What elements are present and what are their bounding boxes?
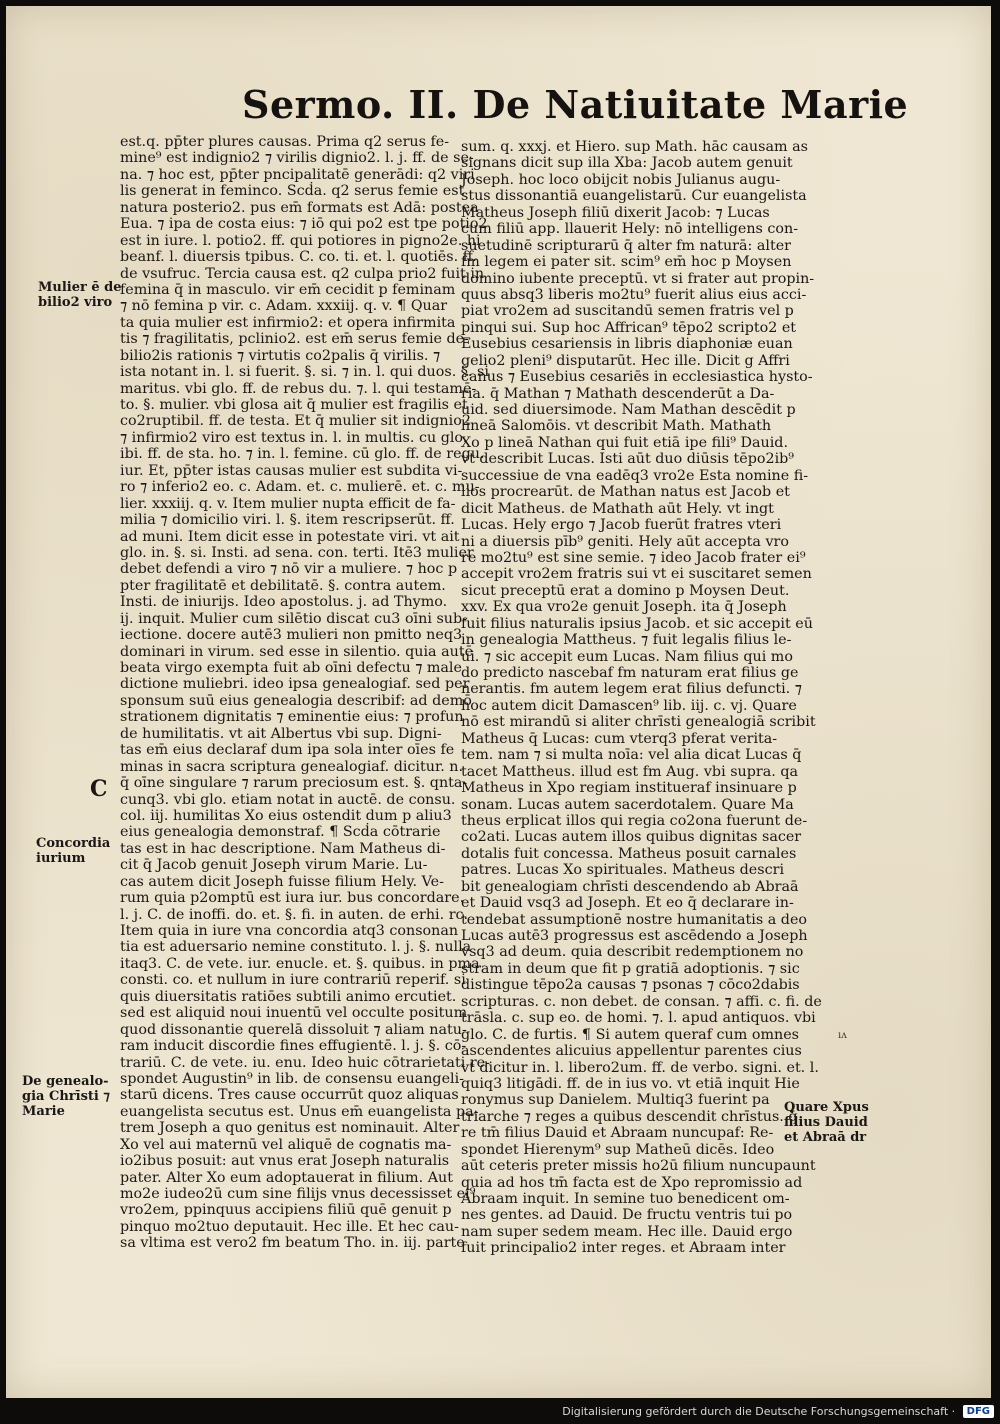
text-line: fuit filius naturalis ipsius Jacob. et sic accepit eū <box>461 615 813 632</box>
text-line: pter fragilitatē et debilitatē. §. contra autem. <box>120 577 446 594</box>
text-line: dicit Matheus. de Mathath aūt Hely. vt ingt <box>461 500 774 517</box>
text-line: minas in sacra scriptura genealogiaf. dicitur. n. <box>120 758 464 775</box>
text-line: iur. Et, pp̄ter istas causas mulier est subdita vi- <box>120 462 463 479</box>
text-line: ta quia mulier est infirmio2: et opera infirmita <box>120 314 456 331</box>
text-line: Xo p lineā Nathan qui fuit etiā ipe fili⁹ Dauid. <box>461 434 789 451</box>
text-line: ij. inquit. Mulier cum silētio discat cu3 oīni sub- <box>120 610 467 627</box>
text-line: theus erplicat illos qui regia co2ona fuerunt de- <box>461 812 808 829</box>
text-line: cit q̄ Jacob genuit Joseph virum Marie. Lu- <box>120 857 428 874</box>
text-line: trem Joseph a quo genitus est nominauit. Alter <box>120 1120 460 1137</box>
text-line: Abraam inquit. In semine tuo benedicent om- <box>461 1191 790 1207</box>
text-line: femina q̄ in masculo. vir em̄ cecidit p feminam <box>120 281 456 298</box>
text-line: uid. sed diuersimode. Nam Mathan descēdit p <box>461 402 796 418</box>
text-line: quus absq3 liberis mo2tu⁹ fuerit alius eius acci- <box>461 286 807 303</box>
margin-note-line: Quare Xpus <box>784 1100 869 1115</box>
text-line: Lucas. Hely ergo ⁊ Jacob fuerūt fratres vteri <box>461 517 782 534</box>
text-line: re tm̄ filius Dauid et Abraam nuncupaf: Re- <box>461 1125 774 1142</box>
text-line: signans dicit sup illa Xba: Jacob autem genuit <box>461 155 793 172</box>
text-line: fuit principalio2 inter reges. et Abraam inter <box>461 1240 786 1257</box>
text-line: sed est aliquid noui inuentū vel occulte positum <box>120 1005 468 1022</box>
text-line: lis generat in feminco. Scḋa. q2 serus femie est <box>120 183 465 200</box>
text-line: beanf. l. diuersis tpibus. C. co. ti. et. l. quotiēs. ff. <box>120 249 477 266</box>
text-line: de vsufruc. Tercia causa est. q2 culpa prio2 fuit in <box>120 265 485 282</box>
stray-mark: ıᴧ <box>838 1030 847 1041</box>
text-line: tia est aduersario nemine constituto. l. j. §. nulla <box>120 939 472 956</box>
text-line: ram inducit discordie fines effugientē. l. j. §. cō- <box>120 1038 467 1055</box>
text-line: sa vltima est vero2 fm beatum Tho. in. iij. parte <box>120 1235 465 1252</box>
page-header: Sermo. II. De Natiuitate Marie <box>242 82 909 127</box>
margin-note-mulier <box>38 280 122 310</box>
text-line: ro ⁊ inferio2 eo. c. Adam. et. c. mulierē. et. c. mu- <box>120 479 480 496</box>
text-line: milia ⁊ domicilio viri. l. §. item rescripserūt. ff. <box>120 512 455 529</box>
text-line: ad muni. Item dicit esse in potestate viri. vt ait <box>120 528 460 545</box>
text-line: Joseph. hoc loco obijcit nobis Julianus augu- <box>461 171 781 188</box>
text-line: dictione muliebri. ideo ipsa genealogiaf. sed per <box>120 676 470 693</box>
text-line: lios procrearūt. de Mathan natus est Jacob et <box>461 484 790 501</box>
text-line: l. j. C. de inoffi. do. et. §. fi. in auten. de erhi. rc. <box>120 906 469 923</box>
margin-note-line: Mulier ē de <box>38 280 122 295</box>
text-line: beata virgo exempta fuit ab oīni defectu ⁊ male <box>120 660 462 676</box>
text-line: accepit vro2em fratris sui vt ei suscitaret semen <box>461 566 812 583</box>
text-line: dominari in virum. sed esse in silentio. quia autē <box>120 643 474 660</box>
text-line: strationem dignitatis ⁊ eminentie eius: ⁊ profun <box>120 709 464 726</box>
text-line: stus dissonantiā euangelistarū. Cur euangelista <box>461 188 807 205</box>
text-line: to. §. mulier. vbi glosa ait q̄ mulier est fragilis et <box>120 397 468 413</box>
margin-note-concordia <box>36 836 110 866</box>
manuscript-page <box>6 6 991 1398</box>
text-line: scripturas. c. non debet. de consan. ⁊ affi. c. fi. de <box>461 993 822 1010</box>
text-line: io2ibus posuit: aut vnus erat Joseph naturalis <box>120 1153 450 1170</box>
text-line: in genealogia Mattheus. ⁊ fuit legalis filius le- <box>461 632 792 649</box>
text-line: co2ati. Lucas autem illos quibus dignitas sacer <box>461 829 802 846</box>
text-line: ni a diuersis pīb⁹ geniti. Hely aūt accepta vro <box>461 533 789 550</box>
text-line: tacet Mattheus. illud est fm Aug. vbi supra. qa <box>461 763 799 780</box>
text-line: itaq3. C. de vete. iur. enucle. et. §. quibus. in pma <box>120 955 480 972</box>
text-line: fm legem ei pater sit. scim⁹ em̄ hoc p Moysen <box>461 254 792 271</box>
text-line: tas est in hac descriptione. Nam Matheus di- <box>120 840 446 857</box>
text-line: dotalis fuit concessa. Matheus posuit carnales <box>461 845 797 862</box>
text-line: col. iij. humilitas Xo eius ostendit dum p aliu3 <box>120 807 452 824</box>
text-line: ria. q̄ Mathan ⁊ Mathath descenderūt a Da- <box>461 385 775 402</box>
text-line: hoc autem dicit Damascen⁹ lib. iij. c. vj. Quare <box>461 697 797 714</box>
text-line: na. ⁊ hoc est, pp̄ter pncipalitatē generādi: q2 viri <box>120 166 475 183</box>
text-line: successiue de vna eadēq3 vro2e Esta nomine fi- <box>461 467 809 484</box>
text-line: glo. C. de furtis. ¶ Si autem queraf cum omnes <box>461 1026 800 1043</box>
margin-note-line: bilio2 viro <box>38 295 113 310</box>
text-line: Eusebius cesariensis in libris diaphoniæ euan <box>461 336 793 353</box>
text-line: quia ad hos tm̄ facta est de Xpo repromissio ad <box>461 1174 803 1191</box>
text-line: lier. xxxiij. q. v. Item mulier nupta efficit de fa- <box>120 495 456 512</box>
text-line: ascendentes alicuius appellentur parentes cius <box>461 1043 802 1060</box>
text-line: quis diuersitatis ratiōes subtili animo ercutiet. <box>120 988 457 1005</box>
text-line: Matheus in Xpo regiam institueraf insinuare p <box>461 780 797 797</box>
text-line: triarche ⁊ reges a quibus descendit chrīstus. q̄ <box>461 1108 798 1125</box>
text-line: do predicto nascebaf fm naturam erat filius ge <box>461 665 799 681</box>
text-line: ⁊ nō femina p vir. c. Adam. xxxiij. q. v. ¶ Quar <box>120 298 448 315</box>
text-line: co2ruptibil. ff. de testa. Et q̄ mulier sit indignio2 <box>120 413 471 430</box>
text-line: re mo2tu⁹ est sine semie. ⁊ ideo Jacob frater ei⁹ <box>461 549 806 566</box>
text-line: ibi. ff. de sta. ho. ⁊ in. l. femine. cū glo. ff. de regu. <box>120 446 485 463</box>
text-line: canus ⁊ Eusebius cesariēs in ecclesiastica hysto- <box>461 369 813 386</box>
text-line: sonam. Lucas autem sacerdotalem. Quare Ma <box>461 796 794 813</box>
text-line: nam super sedem meam. Hec ille. Dauid ergo <box>461 1223 793 1240</box>
text-line: tendebat assumptionē nostre humanitatis a deo <box>461 911 808 928</box>
text-line: est.q. pp̄ter plures causas. Prima q2 serus fe- <box>120 134 450 150</box>
left-text-column <box>120 134 490 1258</box>
text-line: Eua. ⁊ ipa de costa eius: ⁊ iō qui po2 est tpe potio2 <box>120 216 488 233</box>
dfg-logo: DFG <box>963 1405 994 1418</box>
text-line: patres. Lucas Xo spirituales. Matheus descri <box>461 862 785 879</box>
text-line: eius genealogia demonstraf. ¶ Scḋa cōtrarie <box>120 824 441 841</box>
right-text-column <box>461 139 822 1258</box>
margin-note-quare <box>784 1100 869 1145</box>
text-line: starū dicens. Tres cause occurrūt quoz aliquas <box>120 1087 459 1104</box>
text-line: sum. q. xxxj. et Hiero. sup Math. hāc causam as <box>461 139 808 155</box>
text-line: tas em̄ eius declaraf dum ipa sola inter oīes fe <box>120 742 455 759</box>
margin-note-line: et Abraā dr <box>784 1130 867 1145</box>
text-line: suetudinē scripturarū q̄ alter fm naturā: alter <box>461 237 792 254</box>
text-line: distingue tēpo2a causas ⁊ psonas ⁊ cōco2dabis <box>461 977 800 994</box>
text-line: trariū. C. de vete. iu. enu. Ideo huic cōtrarietati re- <box>120 1054 490 1071</box>
text-line: de humilitatis. vt ait Albertus vbi sup. Digni- <box>120 725 442 742</box>
text-line: piat vro2em ad suscitandū semen fratris vel p <box>461 303 794 320</box>
margin-note-line: C <box>90 776 108 802</box>
text-line: aūt ceteris preter missis ho2ū filium nuncupaunt <box>461 1158 816 1175</box>
margin-note-genealogia <box>22 1074 110 1119</box>
text-line: mo2e iudeo2ū cum sine filijs vnus decessisset ei⁹ <box>120 1186 476 1202</box>
text-line: est in iure. l. potio2. ff. qui potiores in pigno2e. hi <box>120 232 481 249</box>
text-line: cunq3. vbi glo. etiam notat in auctē. de consu. <box>120 791 456 808</box>
text-line: Insti. de iniurijs. Ideo apostolus. j. ad Thymo. <box>120 594 448 611</box>
text-line: vt dicitur in. l. libero2um. ff. de verbo. signi. et. l. <box>461 1059 819 1076</box>
text-line: Xo vel aui maternū vel aliquē de cognatis ma- <box>120 1136 452 1153</box>
margin-note-line: iurium <box>36 851 86 866</box>
text-line: vro2em, ppinquus accipiens filiū quē genuit p <box>120 1202 452 1219</box>
margin-mark-c <box>90 776 108 802</box>
text-line: ⁊ infirmio2 viro est textus in. l. in multis. cu glo. <box>120 429 468 446</box>
margin-note-line: gia Chrīsti ⁊ <box>22 1089 110 1104</box>
text-line: ronymus sup Danielem. Multiq3 fuerint pa <box>461 1092 770 1109</box>
text-line: et Dauid vsq3 ad Joseph. Et eo q̄ declarare in- <box>461 895 794 912</box>
text-line: nō est mirandū si aliter chrīsti genealogiā scribit <box>461 714 816 731</box>
text-line: lineā Salomōis. vt describit Math. Mathath <box>461 418 772 435</box>
text-line: debet defendi a viro ⁊ nō vir a muliere. ⁊ hoc p <box>120 561 458 578</box>
text-line: vsq3 ad deum. quia describit redemptionem no <box>461 944 804 961</box>
text-line: pinqui sui. Sup hoc Affrican⁹ tēpo2 scripto2 et <box>461 319 797 336</box>
text-line: ista notant in. l. si fuerit. §. si. ⁊ in. l. qui duos. §. si <box>120 364 489 381</box>
text-line: tem. nam ⁊ si multa noīa: vel alia dicat Lucas q̄ <box>461 747 802 764</box>
text-line: vt describit Lucas. Isti aūt duo diūsis tēpo2ib⁹ <box>461 451 795 468</box>
text-line: euangelista secutus est. Unus em̄ euangelista pa- <box>120 1103 479 1120</box>
text-line: gelio2 pleni⁹ disputarūt. Hec ille. Dicit g Affri <box>461 352 790 369</box>
text-line: spondet Augustin⁹ in lib. de consensu euangeli- <box>120 1070 465 1087</box>
text-line: bit genealogiam chrīsti descendendo ab Abraā <box>461 878 799 895</box>
margin-note-line: filius Dauid <box>784 1115 868 1130</box>
text-line: quiq3 litigādi. ff. de in ius vo. vt etiā inquit Hie <box>461 1075 800 1092</box>
text-line: bilio2is rationis ⁊ virtutis co2palis q̄ virilis. ⁊ <box>120 347 441 364</box>
text-line: quod dissonantie querelā dissoluit ⁊ aliam natu- <box>120 1021 467 1038</box>
text-line: stram in deum que fit p gratiā adoptionis. ⁊ sic <box>461 960 800 977</box>
text-line: rum quia p2omptū est iura iur. bus concordare. <box>120 890 465 907</box>
text-line: nerantis. fm autem legem erat filius defuncti. ⁊ <box>461 681 802 698</box>
text-line: sicut preceptū erat a domino p Moysen Deut. <box>461 582 790 599</box>
footer-bar: Digitalisierung gefördert durch die Deutsche Forschungsgemeinschaft · DFG <box>0 1398 1000 1424</box>
text-line: sponsum suū eius genealogia describif: ad demō <box>120 692 472 709</box>
text-line: Lucas autē3 progressus est ascēdendo a Joseph <box>461 928 808 944</box>
text-line: cas autem dicit Joseph fuisse filium Hely. Ve- <box>120 873 444 890</box>
text-line: q̄ oīne singulare ⁊ rarum preciosum est. §. qnta- <box>120 775 468 792</box>
text-line: xxv. Ex qua vro2e genuit Joseph. ita q̄ Joseph <box>461 599 787 616</box>
margin-note-line: Concordia <box>36 836 111 851</box>
margin-note-line: De genealo- <box>22 1074 109 1089</box>
text-line: Matheus q̄ Lucas: cum vterq3 pferat verita- <box>461 730 778 747</box>
text-line: pater. Alter Xo eum adoptauerat in filium. Aut <box>120 1169 453 1186</box>
text-line: mine⁹ est indignio2 ⁊ virilis dignio2. l. j. ff. de se- <box>120 150 474 167</box>
margin-note-line: Marie <box>22 1104 65 1119</box>
text-line: glo. in. §. si. Insti. ad sena. con. terti. Itē3 mulier <box>120 544 474 561</box>
text-line: ui. ⁊ sic accepit eum Lucas. Nam filius qui mo <box>461 648 793 665</box>
text-line: trāsla. c. sup eo. de homi. ⁊. l. apud antiquos. vbi <box>461 1010 816 1027</box>
text-line: maritus. vbi glo. ff. de rebus du. ⁊. l. qui testamē- <box>120 380 477 397</box>
text-line: Matheus Joseph filiū dixerit Jacob: ⁊ Lucas <box>461 204 770 221</box>
text-line: spondet Hierenym⁹ sup Matheū dicēs. Ideo <box>461 1141 775 1158</box>
text-line: pinquo mo2tuo deputauit. Hec ille. Et hec cau- <box>120 1218 459 1235</box>
text-line: nes gentes. ad Dauid. De fructu ventris tui po <box>461 1207 793 1224</box>
text-line: domino iubente preceptū. vt si frater aut propin- <box>461 270 815 287</box>
footer-text: Digitalisierung gefördert durch die Deutsche Forschungsgemeinschaft <box>562 1404 949 1418</box>
text-line: cum filiū app. llauerit Hely: nō intelligens con- <box>461 221 799 238</box>
text-line: natura posterio2. pus em̄ formats est Adā: postea <box>120 199 479 216</box>
text-line: tis ⁊ fragilitatis, pclinio2. est em̄ serus femie de- <box>120 331 469 348</box>
text-line: consti. co. et nullum in iure contrariū reperif. si <box>120 972 466 989</box>
text-line: iectione. docere autē3 mulieri non pmitto neq3 <box>120 627 463 644</box>
text-line: Item quia in iure vna concordia atq3 consonan <box>120 923 459 939</box>
